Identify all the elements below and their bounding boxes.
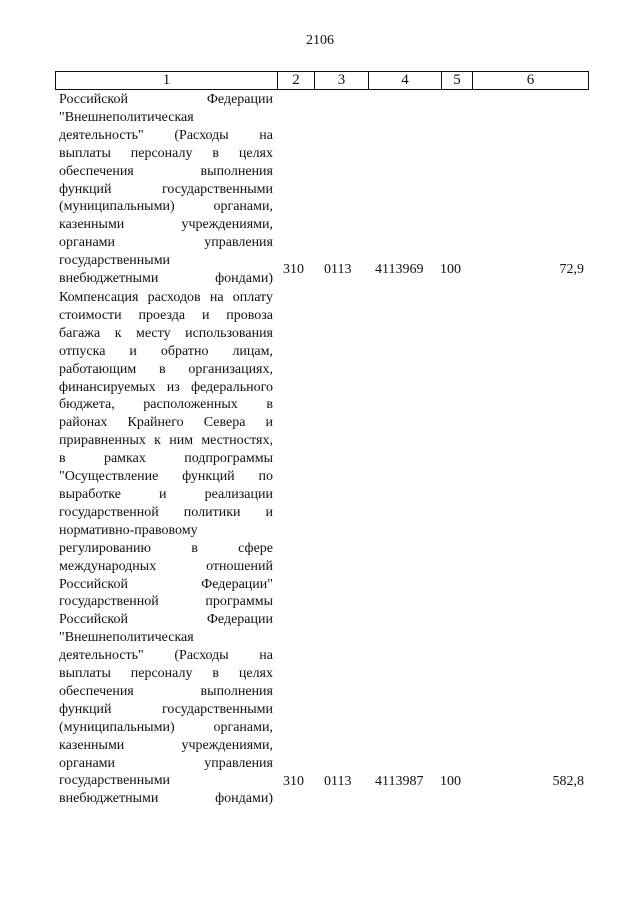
expense-type-code: 100 (440, 262, 461, 277)
description-line: обеспечения выполнения (59, 163, 273, 179)
description-line: органами управления (59, 755, 273, 771)
description-line: обеспечения выполнения (59, 683, 273, 699)
description-line: "Внешнеполитическая (59, 109, 194, 125)
description-line: стоимости проезда и провоза (59, 307, 273, 323)
description-line: работающим в организациях, (59, 361, 273, 377)
description-line: бюджета, расположенных в (59, 397, 273, 413)
description-line: деятельность" (Расходы на (59, 648, 273, 664)
column-header-row (56, 72, 589, 90)
description-line: государственной политики и (59, 504, 273, 520)
description-line: в рамках подпрограммы (59, 451, 273, 467)
amount-value: 72,9 (559, 262, 584, 277)
description-line: "Внешнеполитическая (59, 630, 194, 646)
target-article-code: 4113987 (375, 774, 424, 789)
description-line: казенными учреждениями, (59, 737, 273, 753)
description-line: Компенсация расходов на оплату (59, 290, 273, 305)
amount-value: 582,8 (552, 774, 584, 789)
description-line: Российской Федерации" (59, 576, 273, 592)
subsection-code: 0113 (324, 774, 352, 789)
subsection-code: 0113 (324, 262, 352, 277)
description-line: государственной программы (59, 594, 273, 610)
description-line: Российской Федерации (59, 612, 273, 628)
section-code: 310 (283, 262, 304, 277)
description-line: (муниципальными) органами, (59, 199, 273, 215)
description-line: международных отношений (59, 558, 273, 574)
description-line: выплаты персоналу в целях (59, 666, 273, 682)
description-line: внебюджетными фондами) (59, 271, 273, 287)
row-description (59, 289, 273, 808)
description-line: Российской Федерации (59, 92, 273, 107)
column-header-1: 1 (56, 72, 278, 90)
page-number: 2106 (306, 33, 334, 48)
column-header-table (55, 71, 589, 90)
description-line: регулированию в сфере (59, 540, 273, 556)
description-line: деятельность" (Расходы на (59, 127, 273, 143)
description-line: государственными (59, 253, 171, 269)
row-description (59, 91, 273, 288)
column-header-6: 6 (473, 72, 589, 90)
expense-type-code: 100 (440, 774, 461, 789)
description-line: выработке и реализации (59, 486, 273, 502)
description-line: казенными учреждениями, (59, 217, 273, 233)
description-line: районах Крайнего Севера и (59, 415, 273, 431)
description-line: функций государственными (59, 701, 273, 717)
description-line: внебюджетными фондами) (59, 791, 273, 807)
description-line: нормативно-правовому (59, 522, 198, 538)
section-code: 310 (283, 774, 304, 789)
target-article-code: 4113969 (375, 262, 424, 277)
description-line: (муниципальными) органами, (59, 719, 273, 735)
description-line: приравненных к ним местностях, (59, 433, 273, 449)
description-line: функций государственными (59, 181, 273, 197)
column-header-2: 2 (278, 72, 315, 90)
description-line: органами управления (59, 235, 273, 251)
description-line: "Осуществление функций по (59, 469, 273, 485)
column-header-3: 3 (315, 72, 369, 90)
description-line: государственными (59, 773, 171, 789)
column-header-5: 5 (442, 72, 473, 90)
description-line: выплаты персоналу в целях (59, 145, 273, 161)
description-line: багажа к месту использования (59, 325, 273, 341)
column-header-4: 4 (369, 72, 442, 90)
description-line: финансируемых из федерального (59, 379, 273, 395)
description-line: отпуска и обратно лицам, (59, 343, 273, 359)
